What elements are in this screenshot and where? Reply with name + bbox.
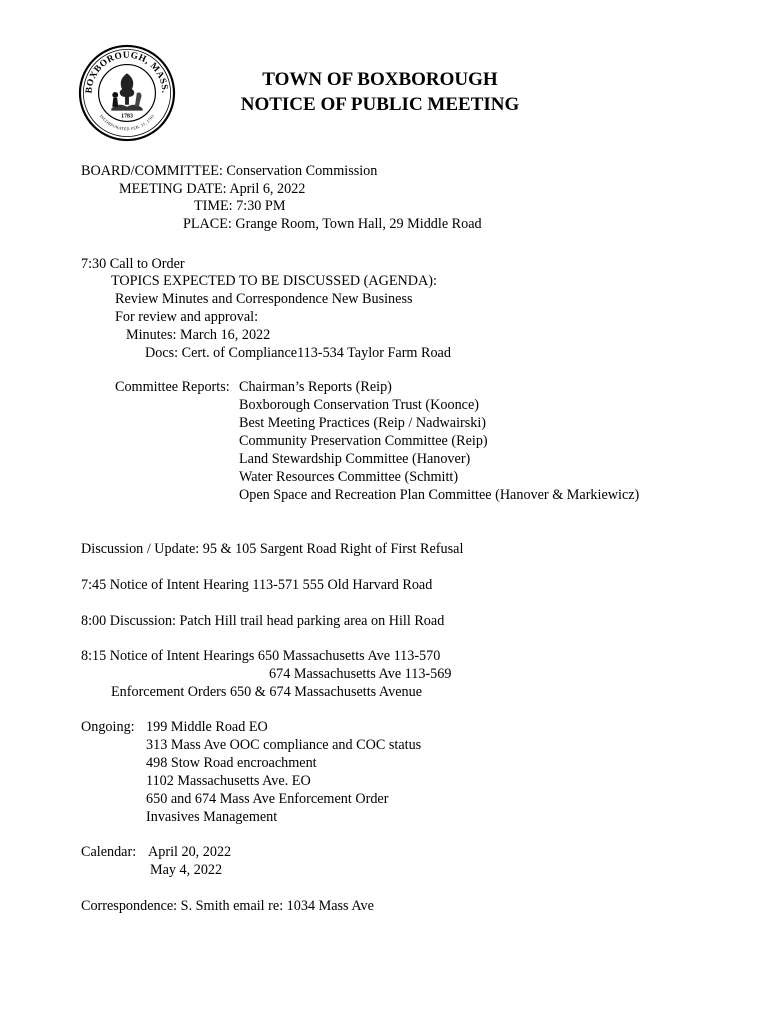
calendar-date: May 4, 2022 — [150, 862, 223, 878]
committee-report-item: Boxborough Conservation Trust (Koonce) — [239, 397, 479, 413]
committee-report-item: Open Space and Recreation Plan Committee (Hanover & Markiewicz) — [239, 487, 640, 503]
discussion-800: 8:00 Discussion: Patch Hill trail head parking area on Hill Road — [81, 613, 445, 629]
notice-title-town: TOWN OF BOXBOROUGH — [262, 69, 498, 90]
discussion-update: Discussion / Update: 95 & 105 Sargent Road Right of First Refusal — [81, 541, 464, 557]
docs-line: Docs: Cert. of Compliance113-534 Taylor Farm Road — [145, 345, 451, 361]
committee-report-item: Chairman’s Reports (Reip) — [239, 379, 392, 395]
calendar-label: Calendar: — [81, 844, 137, 860]
review-minutes-line: Review Minutes and Correspondence New Business — [115, 291, 413, 307]
ongoing-item: 199 Middle Road EO — [146, 719, 268, 735]
enforcement-orders: Enforcement Orders 650 & 674 Massachusetts Avenue — [111, 684, 422, 700]
committee-report-item: Community Preservation Committee (Reip) — [239, 433, 488, 449]
committee-report-item: Water Resources Committee (Schmitt) — [239, 469, 459, 485]
for-review-approval: For review and approval: — [115, 309, 259, 325]
ongoing-label: Ongoing: — [81, 719, 135, 735]
notice-of-intent-815: 8:15 Notice of Intent Hearings 650 Massachusetts Ave 113-570 — [81, 648, 441, 664]
ongoing-item: Invasives Management — [146, 809, 278, 825]
call-to-order: 7:30 Call to Order — [81, 256, 185, 272]
notice-title-meeting: NOTICE OF PUBLIC MEETING — [240, 94, 520, 115]
seal-year: 1783 — [121, 113, 133, 120]
minutes-line: Minutes: March 16, 2022 — [126, 327, 271, 343]
meeting-place: PLACE: Grange Room, Town Hall, 29 Middle Road — [183, 216, 482, 232]
meeting-time: TIME: 7:30 PM — [194, 198, 286, 214]
ongoing-item: 313 Mass Ave OOC compliance and COC status — [146, 737, 422, 753]
correspondence: Correspondence: S. Smith email re: 1034 Mass Ave — [81, 898, 374, 914]
ongoing-item: 498 Stow Road encroachment — [146, 755, 317, 771]
ongoing-item: 650 and 674 Mass Ave Enforcement Order — [146, 791, 389, 807]
town-seal-icon — [78, 44, 176, 142]
committee-report-item: Land Stewardship Committee (Hanover) — [239, 451, 471, 467]
committee-reports-label: Committee Reports: — [115, 379, 230, 395]
meeting-date: MEETING DATE: April 6, 2022 — [119, 181, 306, 197]
seal-ring-text: BOXBOROUGH, MASS. — [84, 50, 170, 94]
calendar-date: April 20, 2022 — [148, 844, 232, 860]
ongoing-item: 1102 Massachusetts Ave. EO — [146, 773, 311, 789]
notice-of-intent-815-second: 674 Massachusetts Ave 113-569 — [269, 666, 452, 682]
notice-of-intent-745: 7:45 Notice of Intent Hearing 113-571 555 Old Harvard Road — [81, 577, 433, 593]
topics-heading: TOPICS EXPECTED TO BE DISCUSSED (AGENDA): — [111, 273, 437, 289]
seal-bottom-text: INCORPORATED FEB. 25, 1783 — [98, 113, 156, 132]
board-committee: BOARD/COMMITTEE: Conservation Commission — [81, 163, 378, 179]
committee-report-item: Best Meeting Practices (Reip / Nadwairski) — [239, 415, 487, 431]
